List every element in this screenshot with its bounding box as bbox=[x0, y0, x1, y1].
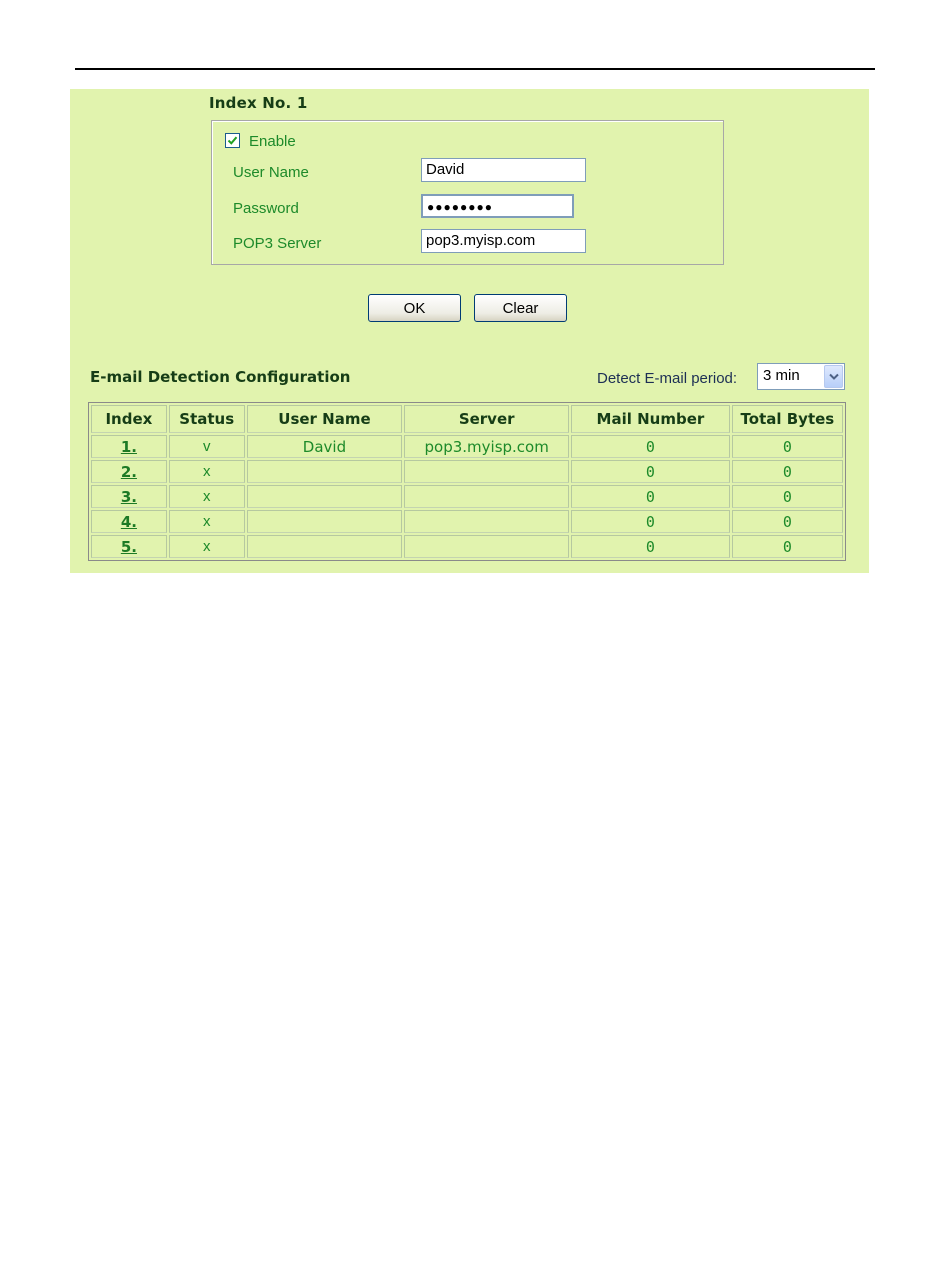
enable-label: Enable bbox=[249, 133, 296, 150]
email-settings-panel bbox=[70, 89, 869, 573]
index-link-1[interactable]: 1. bbox=[120, 437, 137, 456]
index-link-2[interactable]: 2. bbox=[120, 462, 137, 481]
mail-number-cell: 0 bbox=[571, 510, 730, 533]
table-header-row bbox=[91, 405, 843, 433]
password-label: Password bbox=[233, 200, 299, 217]
user-name-cell bbox=[247, 510, 403, 533]
mail-number-cell: 0 bbox=[571, 535, 730, 558]
clear-button[interactable]: Clear bbox=[474, 294, 567, 322]
ok-button[interactable]: OK bbox=[368, 294, 461, 322]
header-total-bytes: Total Bytes bbox=[732, 405, 843, 433]
user-name-cell: David bbox=[247, 435, 403, 458]
total-bytes-cell: 0 bbox=[732, 510, 843, 533]
user-name-label: User Name bbox=[233, 164, 309, 181]
detect-period-label: Detect E-mail period: bbox=[597, 370, 738, 387]
total-bytes-cell: 0 bbox=[732, 485, 843, 508]
header-index: Index bbox=[91, 405, 167, 433]
table-row bbox=[91, 535, 843, 558]
account-form bbox=[211, 120, 724, 265]
server-cell bbox=[404, 510, 569, 533]
chevron-down-icon[interactable] bbox=[824, 365, 843, 388]
mail-number-cell: 0 bbox=[571, 435, 730, 458]
checkmark-icon bbox=[227, 135, 238, 146]
status-cell: x bbox=[169, 460, 245, 483]
index-link-5[interactable]: 5. bbox=[120, 537, 137, 556]
password-input[interactable]: ●●●●●●●● bbox=[421, 194, 574, 218]
index-title: Index No. 1 bbox=[209, 94, 308, 112]
pop3-server-input[interactable]: pop3.myisp.com bbox=[421, 229, 586, 253]
enable-checkbox[interactable] bbox=[225, 133, 240, 148]
status-cell: x bbox=[169, 510, 245, 533]
detection-section-title: E-mail Detection Configuration bbox=[90, 368, 351, 386]
table-row bbox=[91, 485, 843, 508]
total-bytes-cell: 0 bbox=[732, 460, 843, 483]
user-name-cell bbox=[247, 535, 403, 558]
user-name-cell bbox=[247, 485, 403, 508]
server-cell: pop3.myisp.com bbox=[404, 435, 569, 458]
user-name-input[interactable]: David bbox=[421, 158, 586, 182]
header-mail-number: Mail Number bbox=[571, 405, 730, 433]
header-user-name: User Name bbox=[247, 405, 403, 433]
index-link-4[interactable]: 4. bbox=[120, 512, 137, 531]
total-bytes-cell: 0 bbox=[732, 435, 843, 458]
status-cell: x bbox=[169, 485, 245, 508]
status-cell: v bbox=[169, 435, 245, 458]
mail-number-cell: 0 bbox=[571, 460, 730, 483]
table-row bbox=[91, 435, 843, 458]
user-name-cell bbox=[247, 460, 403, 483]
header-status: Status bbox=[169, 405, 245, 433]
server-cell bbox=[404, 535, 569, 558]
pop3-server-label: POP3 Server bbox=[233, 235, 322, 252]
server-cell bbox=[404, 460, 569, 483]
detect-period-select[interactable] bbox=[757, 363, 845, 390]
table-row bbox=[91, 460, 843, 483]
mail-number-cell: 0 bbox=[571, 485, 730, 508]
server-cell bbox=[404, 485, 569, 508]
index-link-3[interactable]: 3. bbox=[120, 487, 137, 506]
detect-period-value: 3 min bbox=[763, 367, 800, 384]
email-detection-table bbox=[88, 402, 846, 561]
top-divider bbox=[75, 68, 875, 70]
total-bytes-cell: 0 bbox=[732, 535, 843, 558]
header-server: Server bbox=[404, 405, 569, 433]
table-row bbox=[91, 510, 843, 533]
status-cell: x bbox=[169, 535, 245, 558]
